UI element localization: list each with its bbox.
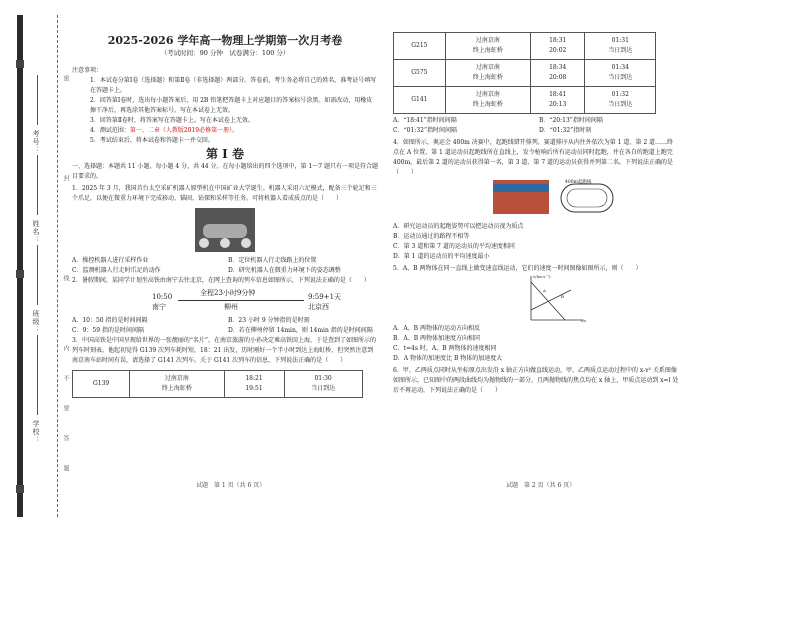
- scope-text: 第一、二章（人教版2019必修第一册）。: [129, 127, 239, 134]
- series-label: B: [561, 294, 564, 299]
- q4-figures: [393, 180, 679, 220]
- binding-mark: [16, 270, 24, 278]
- q2-stem: 2．暑假期间，某同学计划坐高铁由南宁去往北京，在网上查询的列车信息如图所示，下列说法正确的是（ ）: [72, 277, 370, 284]
- note-item: 1．本试卷分第Ⅰ卷（选择题）和第Ⅱ卷（非选择题）两部分。答卷前，考生务必将自己的姓名、准考证号填写在答题卡上。: [90, 77, 377, 94]
- dep: 18:34: [549, 64, 567, 71]
- duration-cell: [585, 87, 656, 114]
- route-end: 终上海虹桥: [472, 101, 503, 108]
- times-cell: [531, 87, 585, 114]
- option: C．“01:32”指时间间隔: [393, 127, 458, 134]
- note-text: 4．测试范围：: [90, 127, 130, 134]
- seal-char: 线: [62, 275, 69, 281]
- seal-line: [57, 15, 58, 517]
- label-kaohao: 考号：: [32, 130, 40, 154]
- dep: 18:21: [245, 375, 263, 382]
- arr: 20:08: [549, 74, 567, 81]
- dur: 01:34: [611, 64, 629, 71]
- table-row: [73, 371, 363, 398]
- graph-xlabel: t/s: [581, 318, 587, 323]
- q3-stem: 3．中国高铁是中国呈现给世界的一张靓丽的“名片”，在南京旅游的小孙决定乘高铁回上海，于是查到了如图所示的列车时刻表。他起初觉得 G139 次列车耗时短，18：21 出发，历时刚好一个半小时到达上海虹桥，但突然注意到南京南车站时间有误，请选择了 G141 次列车。关于 G141 次列车的信息，下列说法正确的是（ ）: [72, 337, 376, 364]
- duration-cell: [585, 33, 656, 60]
- route-via: 过南京南: [475, 37, 500, 44]
- duration-cell: [284, 371, 362, 398]
- note-item: 3．回答第Ⅱ卷时，将答案写在答题卡上。写在本试卷上无效。: [90, 117, 254, 124]
- option: A．研究运动员的起跑姿势可以把运动员视为质点: [393, 223, 524, 230]
- option: D．研究机器人在微重力环境下的姿态调整: [228, 267, 341, 274]
- track-stands: [493, 184, 549, 192]
- option: B．运动员通过的路程不相等: [393, 233, 470, 240]
- seal-char: 要: [62, 405, 69, 411]
- dur: 01:31: [611, 37, 629, 44]
- series-label: A: [543, 288, 546, 293]
- robot-foot: [199, 238, 209, 248]
- route-cell: [445, 33, 530, 60]
- seal-char: 不: [62, 375, 69, 381]
- route-end: 终上海虹桥: [472, 47, 503, 54]
- table-row: [394, 33, 656, 60]
- section-instructions: 一、选择题：本题共 11 小题，每小题 4 分，共 44 分。在每小题给出的四个选项中，第 1～7 题只有一项是符合题目要求的。: [72, 163, 378, 180]
- option: C．第 3 道和第 7 道的运动员的平均速度相同: [393, 243, 515, 250]
- option: C．t=4s 时，A、B 两物体的速度相同: [393, 345, 497, 352]
- fill-line: [37, 75, 38, 125]
- q2-options: [72, 316, 378, 336]
- line-a: [531, 282, 565, 320]
- arrive-day: 当日到达: [608, 47, 633, 54]
- table-row: [394, 60, 656, 87]
- q5-stem: 5．A、B 两物体在同一直线上做变速直线运动，它们的速度一时间图像如图所示，则（ ）: [393, 265, 642, 272]
- robot-foot: [220, 238, 230, 248]
- seal-char: 内: [62, 345, 69, 351]
- graph-ylabel: v/(m·s⁻¹): [533, 274, 551, 279]
- dep: 18:31: [549, 37, 567, 44]
- q3-options: [393, 116, 679, 136]
- seal-char: 封: [62, 175, 69, 181]
- route-cell: [445, 87, 530, 114]
- label-banji: 班级：: [32, 310, 40, 334]
- fill-line: [37, 245, 38, 305]
- q1-stem: 1．2025 年 3 月，我国首台太空采矿机器人原型机在中国矿业大学诞生。机器人采用六足模式，配备三个轮足和三个爪足，以便在微重力环境下完成移动、锚固、钻探和采样等任务。可将机器人看成质点的是（ ）: [72, 185, 377, 202]
- arr-time: 9:59+1天: [308, 293, 342, 301]
- binding-mark: [16, 60, 24, 68]
- left-column: [72, 32, 378, 398]
- robot-foot: [241, 238, 251, 248]
- arrive-day: 当日到达: [608, 74, 633, 81]
- arr: 19:51: [245, 385, 263, 392]
- binding-bar: [17, 15, 23, 517]
- seal-char: 题: [62, 465, 69, 471]
- option: B．23 小时 9 分钟指的是时刻: [228, 317, 310, 324]
- binding-strip: [17, 15, 69, 517]
- timetable-part1: [72, 370, 363, 398]
- arrive-day: 当日到达: [608, 101, 633, 108]
- option: D．第 1 道的运动员的平均速度最小: [393, 253, 490, 260]
- train-no: G215: [394, 33, 446, 60]
- route-via: 过南京南: [475, 64, 500, 71]
- page-footer-right: 试题 第 2 页（共 6 页）: [506, 482, 576, 489]
- track-photo: [493, 180, 549, 214]
- option: D．A 物体的加速度比 B 物体的加速度大: [393, 355, 503, 362]
- fill-line: [37, 335, 38, 415]
- note-item-scope: [72, 126, 378, 136]
- q5-graph-area: [393, 274, 679, 324]
- seal-char: 答: [62, 435, 69, 441]
- train-no: G141: [394, 87, 446, 114]
- line-b: [531, 290, 571, 310]
- times-cell: [224, 371, 284, 398]
- route-cell: [130, 371, 224, 398]
- route-cell: [445, 60, 530, 87]
- option: C．9：59 指的是时间间隔: [72, 327, 144, 334]
- seal-char: 密: [62, 75, 69, 81]
- dep-time: 10:50: [152, 293, 173, 301]
- route-via: 过南京南: [475, 91, 500, 98]
- label-xingming: 姓名：: [32, 220, 40, 244]
- times-cell: [531, 33, 585, 60]
- robot-photo: [195, 208, 255, 252]
- option: B．A、B 两物体加速度方向相同: [393, 335, 481, 342]
- duration-cell: [585, 60, 656, 87]
- option: C．监测机器人行走时爪足的动作: [72, 267, 161, 274]
- label-xuexiao: 学校：: [32, 420, 40, 444]
- option: A．“18:41”指时间间隔: [393, 117, 457, 124]
- dep-station: 南宁: [152, 303, 166, 311]
- note-item: 5．考试结束后，将本试卷和答题卡一并交回。: [90, 137, 214, 144]
- dur: 01:30: [314, 375, 332, 382]
- section-title: 第 Ⅰ 卷: [206, 147, 244, 161]
- table-row: [394, 87, 656, 114]
- train-diagram: [72, 288, 378, 314]
- notes-heading: 注意事项：: [72, 67, 103, 74]
- timetable-part2: [393, 32, 656, 114]
- q4-stem: 4．如图所示，奥运会 400m 决赛中，起跑线错开排列，赛道排序从内往外依次为第 1 道、第 2 道……终点在 A 位置，第 1 道运动员起跑线所在直线上，发令枪响后所有运动员同时起跑，并在各自的跑道上跑完 400m。最后第 2 道的运动员获得第一名，第 3 道、第 7 道的运动员获得并列第二名。下列说法正确的是（ ）: [393, 139, 674, 176]
- train-no: G575: [394, 60, 446, 87]
- track-label: 400m起跑线: [565, 180, 592, 185]
- option: A．10：50 指的是时间间隔: [72, 317, 148, 324]
- note-item: 2．回答第Ⅰ卷时，选出每小题答案后，用 2B 铅笔把答题卡上对应题目的答案标号涂黑。如需改动，用橡皮擦干净后，再选涂其他答案标号。写在本试卷上无效。: [90, 97, 373, 114]
- arr: 20:13: [549, 101, 567, 108]
- route-via: 过南京南: [164, 375, 189, 382]
- robot-body: [203, 224, 247, 238]
- page-footer-left: 试题 第 1 页（共 6 页）: [196, 482, 266, 489]
- right-column: [393, 32, 679, 396]
- duration: 全程23小时9分钟: [200, 289, 256, 297]
- q6-stem: 6．甲、乙两质点同时从坐标原点出发沿 x 轴正方向做直线运动，甲、乙两质点运动过程中的 x-v² 关系图像如图所示，已知图中的两段曲线均为抛物线的一部分，且两抛物线的焦点均在 x 轴上，甲质点运动到 x=l 处后不再运动，下列说法正确的是（ ）: [393, 367, 679, 394]
- train-no: G139: [73, 371, 130, 398]
- option: D．“01:32”指时刻: [539, 127, 592, 134]
- exam-title: 2025-2026 学年高一物理上学期第一次月考卷: [107, 34, 343, 47]
- route-end: 终上海虹桥: [472, 74, 503, 81]
- q1-options: [72, 256, 378, 276]
- arr-station: 北京西: [308, 303, 329, 311]
- option: B．定位机器人行走线路上的位置: [228, 257, 317, 264]
- route-end: 终上海虹桥: [161, 385, 192, 392]
- exam-subtitle: （考试时间：90 分钟 试卷满分：100 分）: [160, 49, 290, 57]
- times-cell: [531, 60, 585, 87]
- option: A．操控机器人进行采样作业: [72, 257, 149, 264]
- option: B．“20:13”指时间间隔: [539, 117, 603, 124]
- option: D．若在柳州停留 14min，则 14min 指的是时间间隔: [228, 327, 373, 334]
- mid-station: 柳州: [224, 303, 238, 311]
- arrive-day: 当日到达: [311, 385, 336, 392]
- route-line: [178, 300, 304, 301]
- binding-mark: [16, 485, 24, 493]
- dep: 18:41: [549, 91, 567, 98]
- fill-line: [37, 155, 38, 215]
- dur: 01:32: [611, 91, 629, 98]
- arr: 20:02: [549, 47, 567, 54]
- option: A．A、B 两物体的运动方向相反: [393, 325, 480, 332]
